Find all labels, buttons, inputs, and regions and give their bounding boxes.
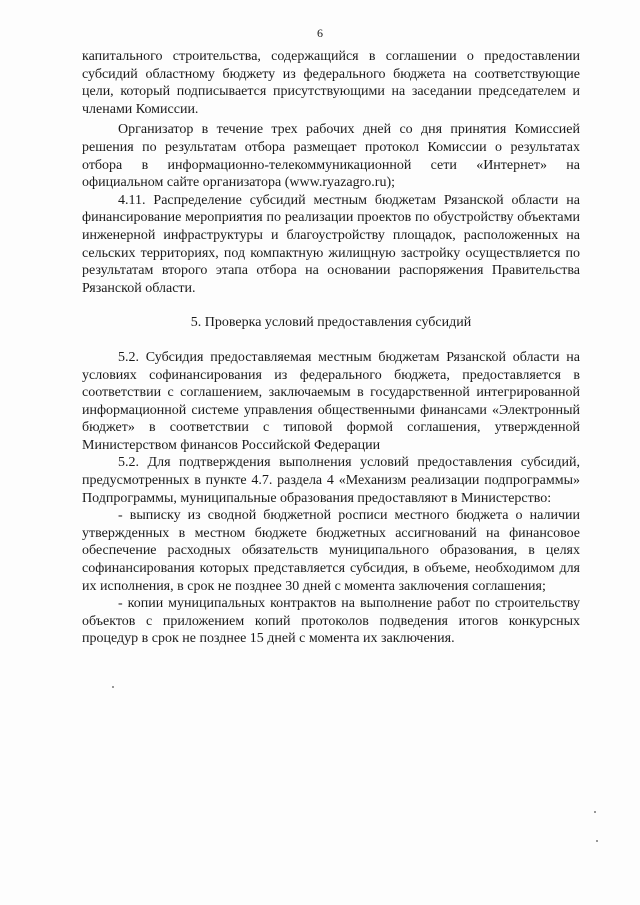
- paragraph-5-2-confirmation: 5.2. Для подтверждения выполнения условий предоставления субсидий, предусмотренных в пункте 4.7. раздела 4 «Механизм реализации подпрограммы» Подпрограммы, муниципальные образования предоставляют в Министерство:: [82, 455, 580, 506]
- paragraph-5-2-subsidy: 5.2. Субсидия предоставляемая местным бюджетам Рязанской области на условиях софинансирования из федерального бюджета, предоставляется в соответствии с соглашением, заключаемым в государственной интегрированной информационной системе управления общественными финансами «Электронный бюджет» в соответствии с типовой формой соглашения, утвержденной Министерством финансов Российской Федерации: [82, 349, 580, 453]
- page-number: 6: [317, 26, 323, 40]
- document-body: [82, 48, 580, 648]
- paragraph-commission-agreement: капитального строительства, содержащийся в соглашении о предоставлении субсидий областному бюджету из федерального бюджета на соответствующие цели, который подписывается присутствующими на заседании председателем и членами Комиссии.: [82, 49, 580, 117]
- scan-artifact: [594, 811, 596, 813]
- section-heading-5: 5. Проверка условий предоставления субсидий: [190, 315, 472, 331]
- scan-artifact: [596, 840, 598, 842]
- scan-artifact: [112, 686, 114, 688]
- paragraph-organizer-protocol: Организатор в течение трех рабочих дней со дня принятия Комиссией решения по результатам отбора размещает протокол Комиссии о результатах отбора в информационно-телекоммуникационной сети «Интернет» на официальном сайте организатора (www.ryazagro.ru);: [82, 122, 580, 191]
- list-item-contract-copies: - копии муниципальных контрактов на выполнение работ по строительству объектов с приложением копий протоколов подведения итогов конкурсных процедур в срок не позднее 15 дней с момента их заключения.: [82, 596, 580, 647]
- list-item-budget-extract: - выписку из сводной бюджетной росписи местного бюджета о наличии утвержденных в местном бюджете бюджетных ассигнований на финансовое обеспечение расходных обязательств муниципального образования, в целях софинансирования которых представляется субсидия, в объеме, необходимом для их исполнения, в срок не позднее 30 дней с момента заключения соглашения;: [82, 508, 580, 594]
- paragraph-4-11: 4.11. Распределение субсидий местным бюджетам Рязанской области на финансирование мероприятия по реализации проектов по обустройству объектами инженерной инфраструктуры и благоустройству площадок, расположенных на сельских территориях, под компактную жилищную застройку осуществляется по результатам второго этапа отбора на основании распоряжения Правительства Рязанской области.: [82, 192, 580, 296]
